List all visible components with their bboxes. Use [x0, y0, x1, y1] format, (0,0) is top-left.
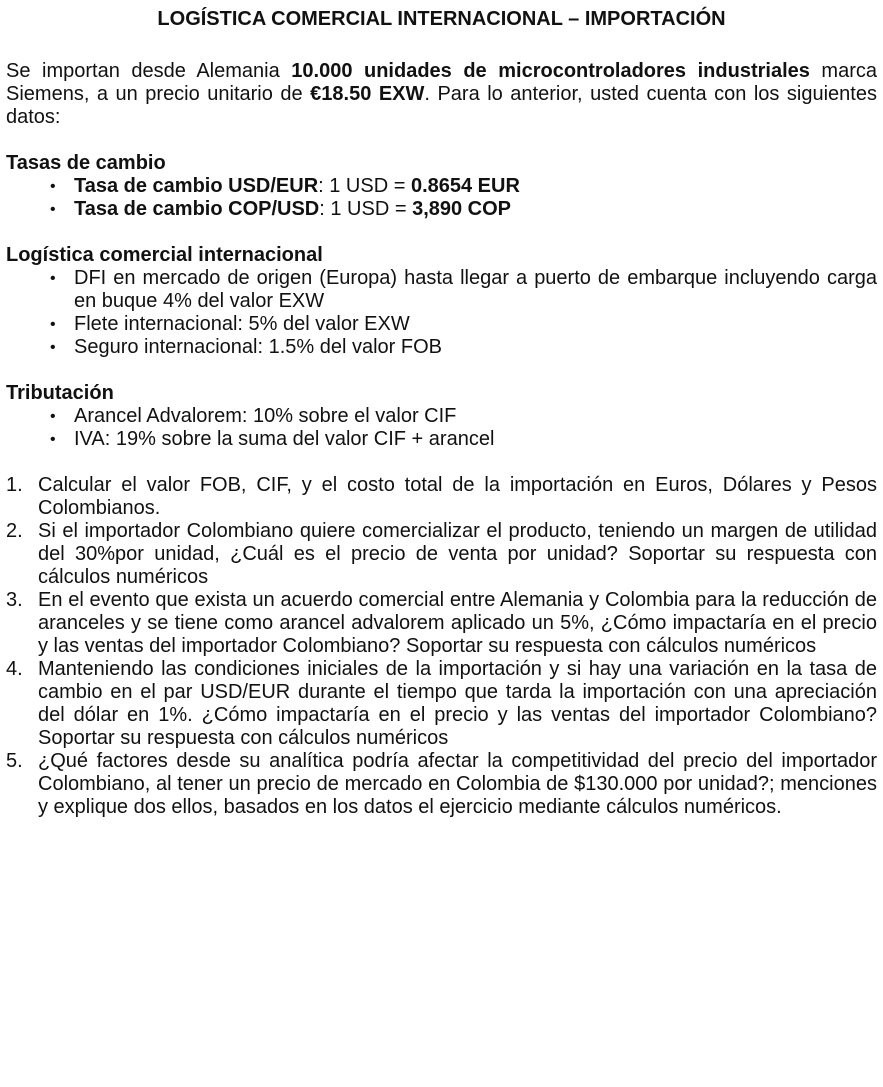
list-item: • Flete internacional: 5% del valor EXW [6, 313, 877, 336]
question-number: 2. [6, 520, 23, 542]
rate-value: 3,890 COP [412, 198, 512, 220]
intro-text-3: . Para lo anterior, usted cuenta con los siguientes datos: [6, 83, 877, 128]
section-heading-tasas: Tasas de cambio [6, 152, 166, 174]
section-heading-tributacion: Tributación [6, 382, 114, 404]
section-heading-logistica: Logística comercial internacional [6, 244, 323, 266]
intro-bold-units: 10.000 unidades de microcontroladores industriales [291, 60, 810, 82]
questions-list [6, 474, 877, 819]
intro-paragraph [6, 60, 877, 129]
question-item [6, 520, 877, 589]
logistica-list [6, 267, 877, 359]
question-number: 4. [6, 658, 23, 680]
rate-text: : 1 USD = [318, 175, 411, 197]
question-text: En el evento que exista un acuerdo comercial entre Alemania y Colombia para la reducción de aranceles y se tiene como arancel advalorem aplicado un 5%, ¿Cómo impactaría en el precio y las ventas del importador Colombiano? Soportar su respuesta con cálculos numéricos [38, 589, 877, 657]
question-item [6, 589, 877, 658]
document-title: LOGÍSTICA COMERCIAL INTERNACIONAL – IMPORTACIÓN [157, 8, 726, 30]
rate-label: Tasa de cambio COP/USD [74, 198, 320, 220]
intro-text-2: marca Siemens, a un precio unitario de [6, 60, 877, 105]
list-item [6, 198, 877, 221]
question-item [6, 750, 877, 819]
question-item [6, 474, 877, 520]
question-number: 5. [6, 750, 23, 772]
question-number: 3. [6, 589, 23, 611]
tributacion-list [6, 405, 877, 451]
list-item: • Arancel Advalorem: 10% sobre el valor CIF [6, 405, 877, 428]
question-text: Calcular el valor FOB, CIF, y el costo total de la importación en Euros, Dólares y Pesos Colombianos. [38, 474, 877, 519]
question-item [6, 658, 877, 750]
list-item: • IVA: 19% sobre la suma del valor CIF + arancel [6, 428, 877, 451]
intro-text-1: Se importan desde Alemania [6, 60, 292, 82]
question-text: ¿Qué factores desde su analítica podría afectar la competitividad del precio del importador Colombiano, al tener un precio de mercado en Colombia de $130.000 por unidad?; menciones y explique dos ellos, basados en los datos el ejercicio mediante cálculos numéricos. [38, 750, 877, 818]
question-text: Manteniendo las condiciones iniciales de la importación y si hay una variación en la tasa de cambio en el par USD/EUR durante el tiempo que tarda la importación con una apreciación del dólar en 1%. ¿Cómo impactaría en el precio y las ventas del importador Colombiano? Soportar su respuesta con cálculos numéricos [38, 658, 877, 749]
rate-value: 0.8654 EUR [410, 175, 520, 197]
rate-label: Tasa de cambio USD/EUR [74, 175, 319, 197]
list-item: • Seguro internacional: 1.5% del valor FOB [6, 336, 877, 359]
tasas-list [6, 175, 877, 221]
question-number: 1. [6, 474, 23, 496]
intro-bold-price: €18.50 EXW [310, 83, 425, 105]
list-item: • DFI en mercado de origen (Europa) hasta llegar a puerto de embarque incluyendo carga en buque 4% del valor EXW [6, 267, 877, 313]
rate-text: : 1 USD = [319, 198, 413, 220]
question-text: Si el importador Colombiano quiere comercializar el producto, teniendo un margen de utilidad del 30%por unidad, ¿Cuál es el precio de venta por unidad? Soportar su respuesta con cálculos numéricos [38, 520, 877, 588]
list-item [6, 175, 877, 198]
